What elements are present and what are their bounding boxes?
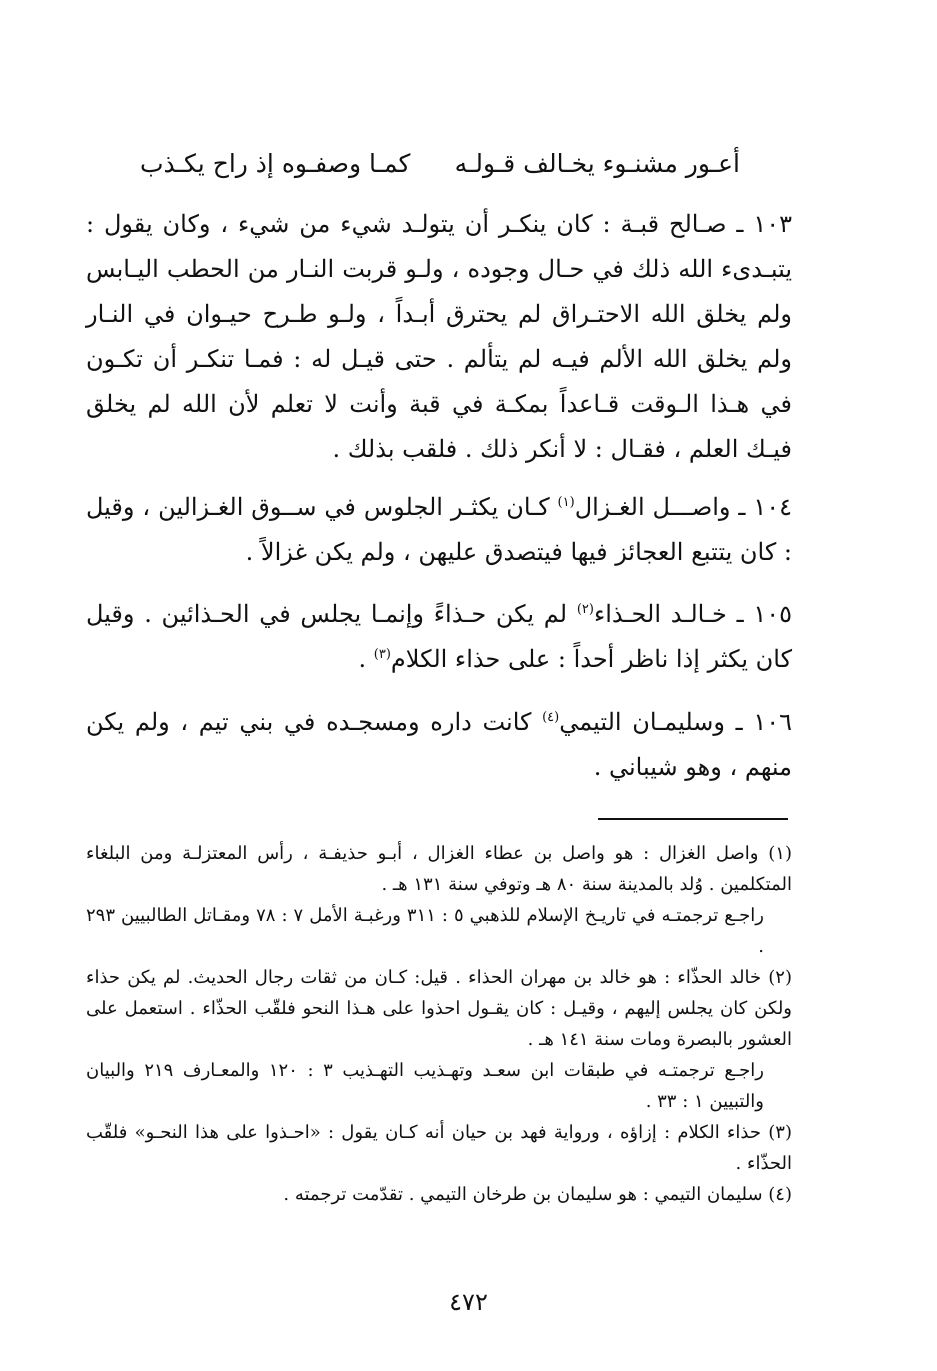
entry-105-lead: ١٠٥ ـ خـالـد الحـذاء [593,600,793,628]
verse-second-hemistich: كمـا وصفـوه إذ راح يكـذب [140,148,411,178]
entry-104-lead: ١٠٤ ـ واصـــل الغـزال [574,493,792,521]
entry-106-paragraph [86,700,792,790]
footnote-ref-2[interactable]: (٢) [576,602,594,617]
entry-105-paragraph [86,592,792,682]
footnote-3: (٣) حذاء الكلام : إزاؤه ، ورواية فهد بن حيان أنه كـان يقول : «احـذوا على هذا النحـو» فلقّب الحذّاء . [86,1122,792,1174]
entry-103-text: ١٠٣ ـ صـالح قبـة : كان ينكـر أن يتولـد شيء من شيء ، وكان يقول : يتبـدىء الله ذلك في حـال وجوده ، ولـو قربت النـار من الحطب اليـابس ولم يخلق الله الاحتـراق لم يحترق أبـداً ، ولـو طـرح حيـوان في النـار ولم يخلق الله الألم فيـه لم يتألم . حتى قيـل له : فمـا تنكـر أن تكـون في هـذا الـوقت قـاعداً بمكـة في قبة وأنت لا تعلم لأن الله لم يخلق فيـك العلم ، فقـال : لا أنكر ذلك . فلقب بذلك . [86,210,792,463]
footnote-divider [598,818,788,820]
footnote-ref-1[interactable]: (١) [557,495,575,510]
verse-first-hemistich: أعـور مشنـوء يخـالف قـولـه [454,148,740,178]
entry-105-text: لم يكن حـذاءً وإنمـا يجلس في الحـذائين . وقيل كان يكثر إذا ناظر أحداً : على حذاء الكلام [86,600,792,673]
footnote-2: (٢) خالد الحذّاء : هو خالد بن مهران الحذاء . قيل: كـان من ثقات رجال الحديث. لم يكن حذاء ولكن كان يجلس إليهم ، وقيـل : كان يقـول احذوا على هـذا النحو فلقّب الحذّاء . استعمل على العشور بالبصرة ومات سنة ١٤١ هـ . [86,967,792,1050]
entry-106-lead: ١٠٦ ـ وسليمـان التيمي [559,708,792,736]
entry-106 [86,700,792,790]
entry-104-text: كـان يكثـر الجلوس في ســوق الغـزالين ، وقيل : كان يتتبع العجائز فيها فيتصدق عليهن ، ولم يكن غزالاً . [86,493,792,566]
footnote-1-reference: راجـع ترجمتـه في تاريـخ الإسلام للذهبي ٥ : ٣١١ ورغبـة الأمل ٧ : ٧٨ ومقـاتل الطالبيين ٢٩٣ . [86,905,764,957]
entry-103 [86,202,792,472]
footnote-1: (١) واصل الغزال : هو واصل بن عطاء الغزال ، أبـو حذيفـة ، رأس المعتزلـة ومن البلغاء المتكلمين . وُلد بالمدينة سنة ٨٠ هـ وتوفي سنة ١٣١ هـ . [86,843,792,895]
entry-105 [86,592,792,682]
entry-106-text: كانت داره ومسجـده في بني تيم ، ولم يكن منهم ، وهو شيباني . [86,708,792,781]
footnote-ref-4[interactable]: (٤) [542,710,560,725]
footnote-4: (٤) سليمان التيمي : هو سليمان بن طرخان التيمي . تقدّمت ترجمته . [283,1184,792,1205]
entry-104 [86,485,792,575]
poetry-verse [140,140,740,186]
footnote-2-reference: راجـع ترجمتـه في طبقات ابن سعـد وتهـذيب التهـذيب ٣ : ١٢٠ والمعـارف ٢١٩ والبيان والتبيين ١ : ٣٣ . [86,1060,765,1112]
page-number: ٤٧٢ [449,1288,488,1316]
footnotes [86,838,792,1210]
entry-104-paragraph [86,485,792,575]
entry-105-end: . [358,645,374,673]
footnote-ref-3[interactable]: (٣) [373,647,391,662]
